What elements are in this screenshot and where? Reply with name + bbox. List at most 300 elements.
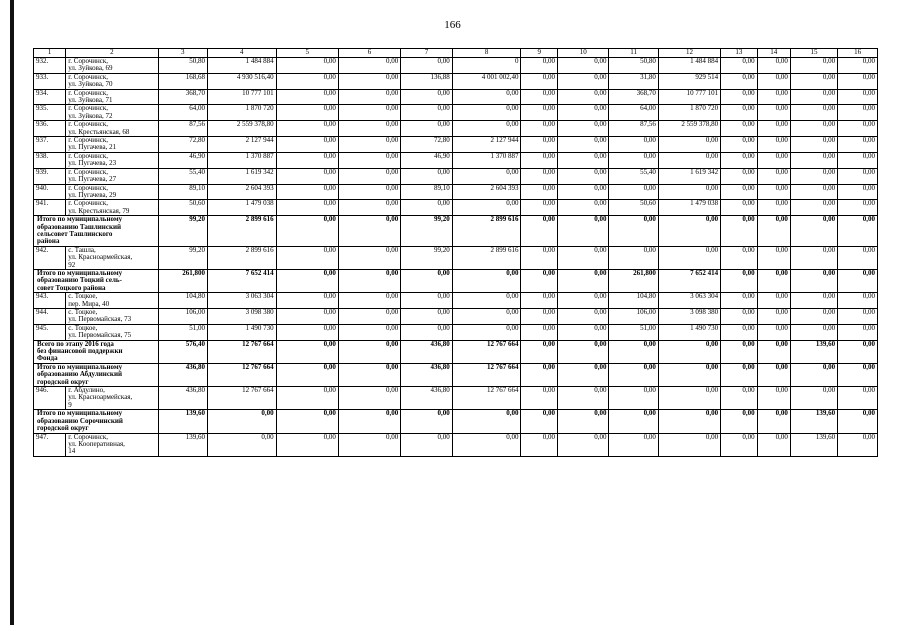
- value-cell-col-11: 104,80: [609, 293, 658, 309]
- subtotal-row: [34, 340, 878, 363]
- value-cell-col-3: 368,70: [158, 89, 207, 105]
- table-row: [34, 246, 878, 269]
- value-cell-col-16: 0,00: [838, 121, 878, 137]
- value-cell-col-15: 0,00: [790, 269, 837, 292]
- value-cell-col-10: 0,00: [557, 269, 609, 292]
- value-cell-col-3: 261,800: [158, 269, 207, 292]
- value-cell-col-3: 51,00: [158, 324, 207, 340]
- value-cell-col-14: 0,00: [757, 121, 790, 137]
- value-cell-col-10: 0,00: [557, 410, 609, 433]
- table-row: [34, 324, 878, 340]
- value-cell-col-13: 0,00: [721, 200, 758, 216]
- value-cell-col-9: 0,00: [521, 168, 558, 184]
- value-cell-col-9: 0,00: [521, 246, 558, 269]
- value-cell-col-12: 929 514: [658, 73, 720, 89]
- value-cell-col-11: 50,80: [609, 58, 658, 74]
- subtotal-label: Итого по муниципальному образованию Тоцкий сель- совет Тоцкого района: [34, 269, 159, 292]
- value-cell-col-6: 0,00: [338, 89, 400, 105]
- column-header-row: [34, 49, 878, 58]
- value-cell-col-16: 0,00: [838, 309, 878, 325]
- value-cell-col-3: 50,80: [158, 58, 207, 74]
- value-cell-col-8: 0,00: [452, 410, 521, 433]
- value-cell-col-3: 576,40: [158, 340, 207, 363]
- column-header-4: 4: [207, 49, 276, 58]
- value-cell-col-16: 0,00: [838, 216, 878, 247]
- value-cell-col-12: 7 652 414: [658, 269, 720, 292]
- value-cell-col-8: 2 899 616: [452, 216, 521, 247]
- value-cell-col-15: 0,00: [790, 387, 837, 410]
- value-cell-col-8: 1 370 887: [452, 152, 521, 168]
- value-cell-col-9: 0,00: [521, 324, 558, 340]
- value-cell-col-8: 0,00: [452, 269, 521, 292]
- value-cell-col-8: 0,00: [452, 168, 521, 184]
- value-cell-col-15: 139,60: [790, 433, 837, 456]
- table-row: [34, 73, 878, 89]
- value-cell-col-4: 2 604 393: [207, 184, 276, 200]
- value-cell-col-8: 0,00: [452, 89, 521, 105]
- value-cell-col-14: 0,00: [757, 363, 790, 386]
- column-header-13: 13: [721, 49, 758, 58]
- value-cell-col-9: 0,00: [521, 105, 558, 121]
- value-cell-col-12: 0,00: [658, 410, 720, 433]
- value-cell-col-12: 0,00: [658, 246, 720, 269]
- column-header-14: 14: [757, 49, 790, 58]
- value-cell-col-7: 136,88: [401, 73, 453, 89]
- value-cell-col-14: 0,00: [757, 410, 790, 433]
- value-cell-col-8: 2 604 393: [452, 184, 521, 200]
- value-cell-col-9: 0,00: [521, 89, 558, 105]
- value-cell-col-10: 0,00: [557, 387, 609, 410]
- value-cell-col-16: 0,00: [838, 105, 878, 121]
- value-cell-col-13: 0,00: [721, 216, 758, 247]
- value-cell-col-6: 0,00: [338, 410, 400, 433]
- value-cell-col-14: 0,00: [757, 387, 790, 410]
- row-number: 936.: [34, 121, 66, 137]
- value-cell-col-9: 0,00: [521, 363, 558, 386]
- value-cell-col-16: 0,00: [838, 137, 878, 153]
- value-cell-col-13: 0,00: [721, 58, 758, 74]
- value-cell-col-11: 51,00: [609, 324, 658, 340]
- value-cell-col-9: 0,00: [521, 410, 558, 433]
- value-cell-col-10: 0,00: [557, 184, 609, 200]
- row-number: 938.: [34, 152, 66, 168]
- value-cell-col-5: 0,00: [276, 433, 338, 456]
- value-cell-col-14: 0,00: [757, 324, 790, 340]
- row-number: 934.: [34, 89, 66, 105]
- value-cell-col-5: 0,00: [276, 340, 338, 363]
- value-cell-col-14: 0,00: [757, 433, 790, 456]
- column-header-1: 1: [34, 49, 66, 58]
- value-cell-col-9: 0,00: [521, 58, 558, 74]
- value-cell-col-12: 0,00: [658, 433, 720, 456]
- value-cell-col-16: 0,00: [838, 152, 878, 168]
- value-cell-col-4: 2 899 616: [207, 246, 276, 269]
- value-cell-col-3: 104,80: [158, 293, 207, 309]
- value-cell-col-12: 1 619 342: [658, 168, 720, 184]
- value-cell-col-11: 0,00: [609, 387, 658, 410]
- value-cell-col-4: 3 098 380: [207, 309, 276, 325]
- value-cell-col-13: 0,00: [721, 309, 758, 325]
- address-cell: г. Сорочинск, ул. Зуйкова, 72: [66, 105, 158, 121]
- value-cell-col-12: 0,00: [658, 152, 720, 168]
- value-cell-col-6: 0,00: [338, 216, 400, 247]
- value-cell-col-13: 0,00: [721, 168, 758, 184]
- value-cell-col-16: 0,00: [838, 363, 878, 386]
- value-cell-col-10: 0,00: [557, 89, 609, 105]
- value-cell-col-14: 0,00: [757, 58, 790, 74]
- value-cell-col-12: 0,00: [658, 363, 720, 386]
- value-cell-col-14: 0,00: [757, 137, 790, 153]
- value-cell-col-13: 0,00: [721, 73, 758, 89]
- subtotal-row: [34, 363, 878, 386]
- table-row: [34, 121, 878, 137]
- value-cell-col-6: 0,00: [338, 340, 400, 363]
- value-cell-col-13: 0,00: [721, 121, 758, 137]
- address-cell: г. Абдулино, ул. Красноармейская, 9: [66, 387, 158, 410]
- value-cell-col-4: 3 063 304: [207, 293, 276, 309]
- address-cell: г. Сорочинск, ул. Пугачева, 21: [66, 137, 158, 153]
- value-cell-col-16: 0,00: [838, 200, 878, 216]
- value-cell-col-10: 0,00: [557, 137, 609, 153]
- value-cell-col-10: 0,00: [557, 309, 609, 325]
- value-cell-col-3: 106,00: [158, 309, 207, 325]
- value-cell-col-6: 0,00: [338, 168, 400, 184]
- value-cell-col-9: 0,00: [521, 340, 558, 363]
- value-cell-col-9: 0,00: [521, 387, 558, 410]
- value-cell-col-8: 4 001 002,40: [452, 73, 521, 89]
- value-cell-col-6: 0,00: [338, 387, 400, 410]
- value-cell-col-6: 0,00: [338, 200, 400, 216]
- value-cell-col-10: 0,00: [557, 246, 609, 269]
- value-cell-col-6: 0,00: [338, 137, 400, 153]
- value-cell-col-9: 0,00: [521, 200, 558, 216]
- value-cell-col-10: 0,00: [557, 200, 609, 216]
- value-cell-col-9: 0,00: [521, 121, 558, 137]
- value-cell-col-3: 99,20: [158, 246, 207, 269]
- address-cell: г. Сорочинск, ул. Зуйкова, 70: [66, 73, 158, 89]
- value-cell-col-10: 0,00: [557, 168, 609, 184]
- value-cell-col-9: 0,00: [521, 216, 558, 247]
- column-header-11: 11: [609, 49, 658, 58]
- column-header-10: 10: [557, 49, 609, 58]
- value-cell-col-13: 0,00: [721, 269, 758, 292]
- value-cell-col-16: 0,00: [838, 246, 878, 269]
- value-cell-col-7: 0,00: [401, 324, 453, 340]
- value-cell-col-16: 0,00: [838, 324, 878, 340]
- value-cell-col-9: 0,00: [521, 73, 558, 89]
- value-cell-col-12: 0,00: [658, 340, 720, 363]
- value-cell-col-13: 0,00: [721, 410, 758, 433]
- value-cell-col-9: 0,00: [521, 137, 558, 153]
- value-cell-col-7: 0,00: [401, 121, 453, 137]
- value-cell-col-4: 1 619 342: [207, 168, 276, 184]
- value-cell-col-13: 0,00: [721, 433, 758, 456]
- column-header-16: 16: [838, 49, 878, 58]
- value-cell-col-6: 0,00: [338, 324, 400, 340]
- row-number: 946.: [34, 387, 66, 410]
- value-cell-col-10: 0,00: [557, 58, 609, 74]
- value-cell-col-15: 0,00: [790, 105, 837, 121]
- subtotal-row: [34, 410, 878, 433]
- column-header-12: 12: [658, 49, 720, 58]
- value-cell-col-5: 0,00: [276, 200, 338, 216]
- value-cell-col-13: 0,00: [721, 152, 758, 168]
- value-cell-col-8: 2 127 944: [452, 137, 521, 153]
- value-cell-col-10: 0,00: [557, 152, 609, 168]
- value-cell-col-16: 0,00: [838, 89, 878, 105]
- value-cell-col-7: 0,00: [401, 433, 453, 456]
- value-cell-col-15: 0,00: [790, 293, 837, 309]
- row-number: 939.: [34, 168, 66, 184]
- table-row: [34, 58, 878, 74]
- value-cell-col-4: 2 127 944: [207, 137, 276, 153]
- value-cell-col-16: 0,00: [838, 73, 878, 89]
- column-header-3: 3: [158, 49, 207, 58]
- value-cell-col-10: 0,00: [557, 363, 609, 386]
- table-row: [34, 309, 878, 325]
- value-cell-col-7: 99,20: [401, 246, 453, 269]
- value-cell-col-7: 46,90: [401, 152, 453, 168]
- value-cell-col-6: 0,00: [338, 121, 400, 137]
- value-cell-col-12: 1 484 884: [658, 58, 720, 74]
- value-cell-col-8: 0,00: [452, 105, 521, 121]
- value-cell-col-7: 99,20: [401, 216, 453, 247]
- value-cell-col-15: 0,00: [790, 200, 837, 216]
- row-number: 944.: [34, 309, 66, 325]
- value-cell-col-8: 0,00: [452, 324, 521, 340]
- value-cell-col-4: 2 899 616: [207, 216, 276, 247]
- value-cell-col-9: 0,00: [521, 184, 558, 200]
- value-cell-col-7: 72,80: [401, 137, 453, 153]
- value-cell-col-8: 0,00: [452, 309, 521, 325]
- table-row: [34, 387, 878, 410]
- value-cell-col-9: 0,00: [521, 433, 558, 456]
- value-cell-col-4: 1 490 730: [207, 324, 276, 340]
- value-cell-col-5: 0,00: [276, 89, 338, 105]
- value-cell-col-7: 0,00: [401, 200, 453, 216]
- value-cell-col-12: 3 098 380: [658, 309, 720, 325]
- value-cell-col-16: 0,00: [838, 168, 878, 184]
- address-cell: с. Ташла, ул. Красноармейская, 92: [66, 246, 158, 269]
- value-cell-col-13: 0,00: [721, 89, 758, 105]
- value-cell-col-14: 0,00: [757, 200, 790, 216]
- value-cell-col-11: 0,00: [609, 410, 658, 433]
- value-cell-col-8: 12 767 664: [452, 340, 521, 363]
- row-number: 945.: [34, 324, 66, 340]
- value-cell-col-15: 0,00: [790, 168, 837, 184]
- value-cell-col-11: 0,00: [609, 433, 658, 456]
- table-row: [34, 184, 878, 200]
- value-cell-col-11: 0,00: [609, 246, 658, 269]
- column-header-8: 8: [452, 49, 521, 58]
- value-cell-col-11: 368,70: [609, 89, 658, 105]
- value-cell-col-14: 0,00: [757, 293, 790, 309]
- value-cell-col-3: 72,80: [158, 137, 207, 153]
- value-cell-col-12: 0,00: [658, 387, 720, 410]
- address-cell: г. Сорочинск, ул. Крестьянская, 68: [66, 121, 158, 137]
- value-cell-col-14: 0,00: [757, 73, 790, 89]
- value-cell-col-16: 0,00: [838, 58, 878, 74]
- value-cell-col-10: 0,00: [557, 340, 609, 363]
- table-row: [34, 293, 878, 309]
- subtotal-label: Итого по муниципальному образованию Ташлинский сельсовет Ташлинского района: [34, 216, 159, 247]
- value-cell-col-8: 0,00: [452, 121, 521, 137]
- value-cell-col-5: 0,00: [276, 105, 338, 121]
- value-cell-col-15: 0,00: [790, 137, 837, 153]
- value-cell-col-7: 0,00: [401, 309, 453, 325]
- value-cell-col-10: 0,00: [557, 324, 609, 340]
- value-cell-col-16: 0,00: [838, 293, 878, 309]
- value-cell-col-13: 0,00: [721, 246, 758, 269]
- value-cell-col-3: 99,20: [158, 216, 207, 247]
- value-cell-col-3: 55,40: [158, 168, 207, 184]
- value-cell-col-12: 1 479 038: [658, 200, 720, 216]
- value-cell-col-16: 0,00: [838, 433, 878, 456]
- value-cell-col-5: 0,00: [276, 121, 338, 137]
- value-cell-col-5: 0,00: [276, 410, 338, 433]
- value-cell-col-6: 0,00: [338, 433, 400, 456]
- value-cell-col-5: 0,00: [276, 73, 338, 89]
- value-cell-col-14: 0,00: [757, 309, 790, 325]
- address-cell: г. Сорочинск, ул. Зуйкова, 71: [66, 89, 158, 105]
- row-number: 943.: [34, 293, 66, 309]
- address-cell: с. Тоцкое, ул. Первомайская, 75: [66, 324, 158, 340]
- value-cell-col-15: 0,00: [790, 216, 837, 247]
- address-cell: с. Тоцкое, ул. Первомайская, 73: [66, 309, 158, 325]
- value-cell-col-3: 87,56: [158, 121, 207, 137]
- value-cell-col-15: 139,60: [790, 410, 837, 433]
- value-cell-col-11: 106,00: [609, 309, 658, 325]
- value-cell-col-12: 0,00: [658, 137, 720, 153]
- value-cell-col-6: 0,00: [338, 105, 400, 121]
- value-cell-col-16: 0,00: [838, 340, 878, 363]
- value-cell-col-14: 0,00: [757, 105, 790, 121]
- row-number: 942.: [34, 246, 66, 269]
- value-cell-col-14: 0,00: [757, 89, 790, 105]
- value-cell-col-5: 0,00: [276, 293, 338, 309]
- value-cell-col-8: 0,00: [452, 293, 521, 309]
- value-cell-col-7: 436,80: [401, 340, 453, 363]
- scan-binding-edge: [10, 0, 14, 625]
- value-cell-col-15: 139,60: [790, 340, 837, 363]
- value-cell-col-12: 1 490 730: [658, 324, 720, 340]
- value-cell-col-16: 0,00: [838, 410, 878, 433]
- value-cell-col-14: 0,00: [757, 246, 790, 269]
- value-cell-col-5: 0,00: [276, 168, 338, 184]
- value-cell-col-14: 0,00: [757, 184, 790, 200]
- value-cell-col-13: 0,00: [721, 340, 758, 363]
- value-cell-col-5: 0,00: [276, 58, 338, 74]
- value-cell-col-11: 0,00: [609, 216, 658, 247]
- value-cell-col-16: 0,00: [838, 269, 878, 292]
- row-number: 935.: [34, 105, 66, 121]
- value-cell-col-4: 0,00: [207, 410, 276, 433]
- value-cell-col-4: 4 930 516,40: [207, 73, 276, 89]
- value-cell-col-6: 0,00: [338, 309, 400, 325]
- value-cell-col-4: 12 767 664: [207, 363, 276, 386]
- value-cell-col-6: 0,00: [338, 58, 400, 74]
- value-cell-col-6: 0,00: [338, 184, 400, 200]
- value-cell-col-4: 1 870 720: [207, 105, 276, 121]
- value-cell-col-8: 0,00: [452, 200, 521, 216]
- value-cell-col-15: 0,00: [790, 121, 837, 137]
- table-row: [34, 89, 878, 105]
- value-cell-col-14: 0,00: [757, 168, 790, 184]
- value-cell-col-5: 0,00: [276, 309, 338, 325]
- value-cell-col-6: 0,00: [338, 246, 400, 269]
- value-cell-col-13: 0,00: [721, 387, 758, 410]
- table-row: [34, 433, 878, 456]
- subtotal-label: Итого по муниципальному образованию Сорочинский городской округ: [34, 410, 159, 433]
- value-cell-col-5: 0,00: [276, 324, 338, 340]
- value-cell-col-8: 0: [452, 58, 521, 74]
- value-cell-col-13: 0,00: [721, 293, 758, 309]
- value-cell-col-5: 0,00: [276, 152, 338, 168]
- value-cell-col-7: 0,00: [401, 58, 453, 74]
- value-cell-col-10: 0,00: [557, 216, 609, 247]
- value-cell-col-3: 168,68: [158, 73, 207, 89]
- value-cell-col-4: 2 559 378,80: [207, 121, 276, 137]
- address-cell: с. Тоцкое, пер. Мира, 40: [66, 293, 158, 309]
- subtotal-row: [34, 269, 878, 292]
- value-cell-col-3: 139,60: [158, 410, 207, 433]
- subtotal-label: Итого по муниципальному образованию Абдулинский городской округ: [34, 363, 159, 386]
- value-cell-col-16: 0,00: [838, 387, 878, 410]
- value-cell-col-14: 0,00: [757, 216, 790, 247]
- subtotal-row: [34, 216, 878, 247]
- value-cell-col-13: 0,00: [721, 363, 758, 386]
- value-cell-col-12: 2 559 378,80: [658, 121, 720, 137]
- value-cell-col-4: 12 767 664: [207, 387, 276, 410]
- value-cell-col-8: 12 767 664: [452, 387, 521, 410]
- value-cell-col-10: 0,00: [557, 293, 609, 309]
- value-cell-col-11: 0,00: [609, 152, 658, 168]
- value-cell-col-11: 261,800: [609, 269, 658, 292]
- column-header-7: 7: [401, 49, 453, 58]
- column-header-5: 5: [276, 49, 338, 58]
- value-cell-col-11: 50,60: [609, 200, 658, 216]
- value-cell-col-15: 0,00: [790, 246, 837, 269]
- value-cell-col-5: 0,00: [276, 246, 338, 269]
- value-cell-col-11: 64,00: [609, 105, 658, 121]
- address-cell: г. Сорочинск, ул. Пугачева, 29: [66, 184, 158, 200]
- value-cell-col-4: 1 479 038: [207, 200, 276, 216]
- table-row: [34, 152, 878, 168]
- value-cell-col-7: 0,00: [401, 168, 453, 184]
- value-cell-col-6: 0,00: [338, 363, 400, 386]
- value-cell-col-3: 50,60: [158, 200, 207, 216]
- data-table: [33, 48, 878, 457]
- page-number: 166: [444, 19, 461, 31]
- value-cell-col-11: 0,00: [609, 184, 658, 200]
- value-cell-col-3: 139,60: [158, 433, 207, 456]
- value-cell-col-12: 0,00: [658, 216, 720, 247]
- value-cell-col-4: 10 777 101: [207, 89, 276, 105]
- value-cell-col-12: 10 777 101: [658, 89, 720, 105]
- value-cell-col-7: 0,00: [401, 89, 453, 105]
- value-cell-col-11: 0,00: [609, 137, 658, 153]
- address-cell: г. Сорочинск, ул. Зуйкова, 69: [66, 58, 158, 74]
- address-cell: г. Сорочинск, ул. Крестьянская, 79: [66, 200, 158, 216]
- table-row: [34, 137, 878, 153]
- value-cell-col-15: 0,00: [790, 58, 837, 74]
- value-cell-col-11: 31,80: [609, 73, 658, 89]
- column-header-15: 15: [790, 49, 837, 58]
- value-cell-col-9: 0,00: [521, 309, 558, 325]
- value-cell-col-10: 0,00: [557, 121, 609, 137]
- column-header-9: 9: [521, 49, 558, 58]
- row-number: 937.: [34, 137, 66, 153]
